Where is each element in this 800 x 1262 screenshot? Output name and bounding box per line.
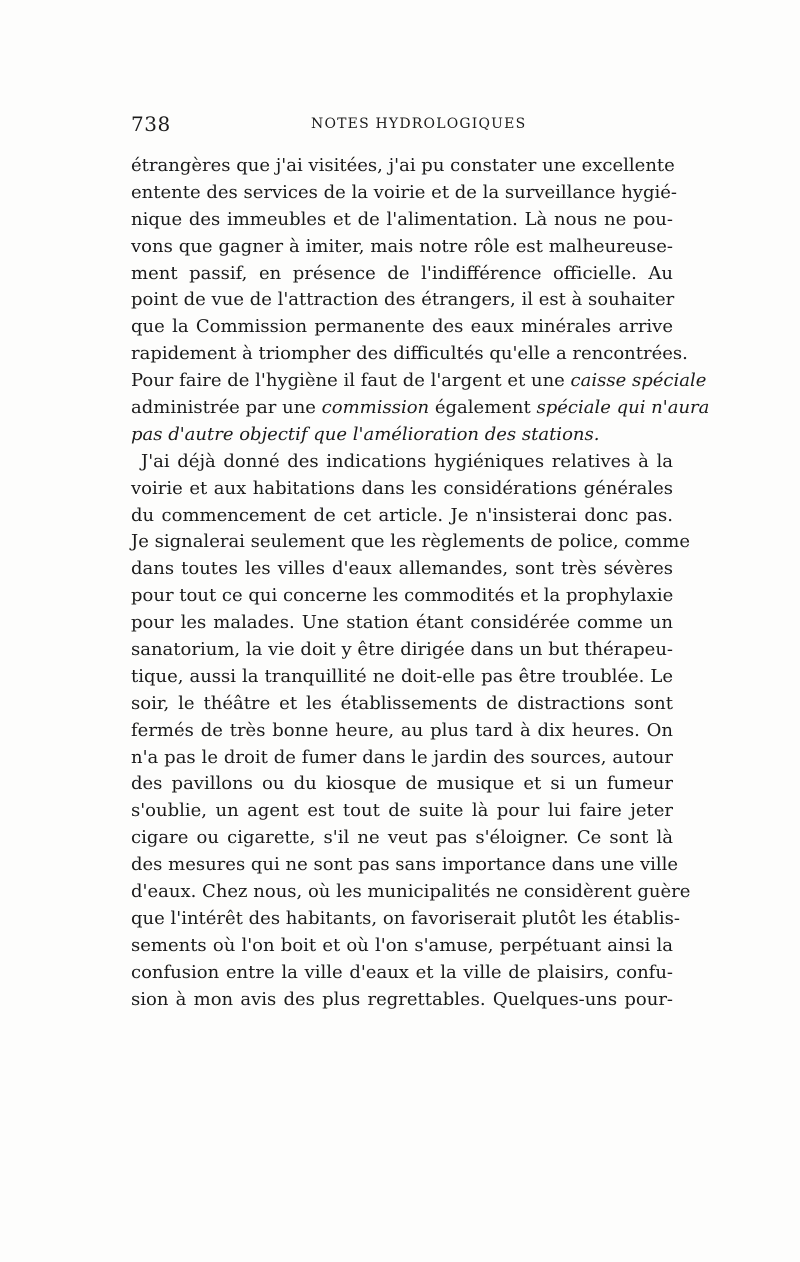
text-line: dans toutes les villes d'eaux allemandes, sont très sévères	[131, 558, 673, 580]
text-line: s'oublie, un agent est tout de suite là pour lui faire jeter	[131, 800, 673, 822]
italic-text: caisse spéciale	[570, 370, 707, 392]
text-line: n'a pas le droit de fumer dans le jardin des sources, autour	[131, 746, 673, 768]
text-line: vons que gagner à imiter, mais notre rôle est malheureuse-	[131, 235, 673, 257]
text-line: étrangères que j'ai visitées, j'ai pu constater une excellente	[131, 155, 675, 176]
italic-text: commission	[321, 397, 430, 419]
text-line: administrée par une commission également spéciale qui n'aura	[131, 397, 710, 419]
text-line: voirie et aux habitations dans les considérations générales	[131, 477, 673, 499]
text-line: sion à mon avis des plus regrettables. Quelques-uns pour-	[131, 988, 673, 1010]
text-line: cigare ou cigarette, s'il ne veut pas s'éloigner. Ce sont là	[131, 827, 673, 849]
text-line: entente des services de la voirie et de la surveillance hygié-	[131, 181, 677, 203]
running-title: NOTES HYDROLOGIQUES	[311, 116, 527, 132]
running-head	[131, 112, 681, 140]
text-line: que la Commission permanente des eaux minérales arrive	[131, 316, 673, 338]
text-line: sanatorium, la vie doit y être dirigée dans un but thérapeu-	[131, 639, 673, 661]
text-line: confusion entre la ville d'eaux et la ville de plaisirs, confu-	[131, 961, 673, 983]
text-line: fermés de très bonne heure, au plus tard à dix heures. On	[131, 719, 673, 741]
page-number: 738	[131, 112, 171, 136]
text-line: sements où l'on boit et où l'on s'amuse, perpétuant ainsi la	[131, 934, 673, 956]
text-line: pour les malades. Une station étant considérée comme un	[131, 612, 673, 634]
text-line: nique des immeubles et de l'alimentation. Là nous ne pou-	[131, 208, 673, 230]
text-line: tique, aussi la tranquillité ne doit-elle pas être troublée. Le	[131, 665, 673, 687]
paragraph-start-line: J'ai déjà donné des indications hygiéniques relatives à la	[141, 450, 673, 472]
text-line: Je signalerai seulement que les règlements de police, comme	[131, 531, 691, 553]
text-line: pour tout ce qui concerne les commodités et la prophylaxie	[131, 585, 674, 607]
text-line: des mesures qui ne sont pas sans importance dans une ville	[131, 854, 679, 876]
text-line: rapidement à triompher des difficultés qu'elle a rencontrées.	[131, 343, 688, 365]
text-line	[131, 422, 673, 449]
italic-text: pas d'autre objectif que l'amélioration des stations.	[131, 423, 600, 445]
text-line: des pavillons ou du kiosque de musique et si un fumeur	[131, 773, 673, 795]
text-line: point de vue de l'attraction des étrangers, il est à souhaiter	[131, 289, 675, 311]
body-text	[131, 153, 710, 1014]
text-line: ment passif, en présence de l'indifférence officielle. Au	[131, 262, 673, 284]
text-line: du commencement de cet article. Je n'insisterai donc pas.	[131, 504, 673, 526]
italic-text: spéciale qui n'aura	[536, 397, 710, 419]
text-line: que l'intérêt des habitants, on favoriserait plutôt les établis-	[131, 907, 680, 929]
text-line: d'eaux. Chez nous, où les municipalités ne considèrent guère	[131, 881, 691, 903]
text-line: Pour faire de l'hygiène il faut de l'argent et une caisse spéciale	[131, 370, 707, 392]
text-line: soir, le théâtre et les établissements de distractions sont	[131, 692, 673, 714]
